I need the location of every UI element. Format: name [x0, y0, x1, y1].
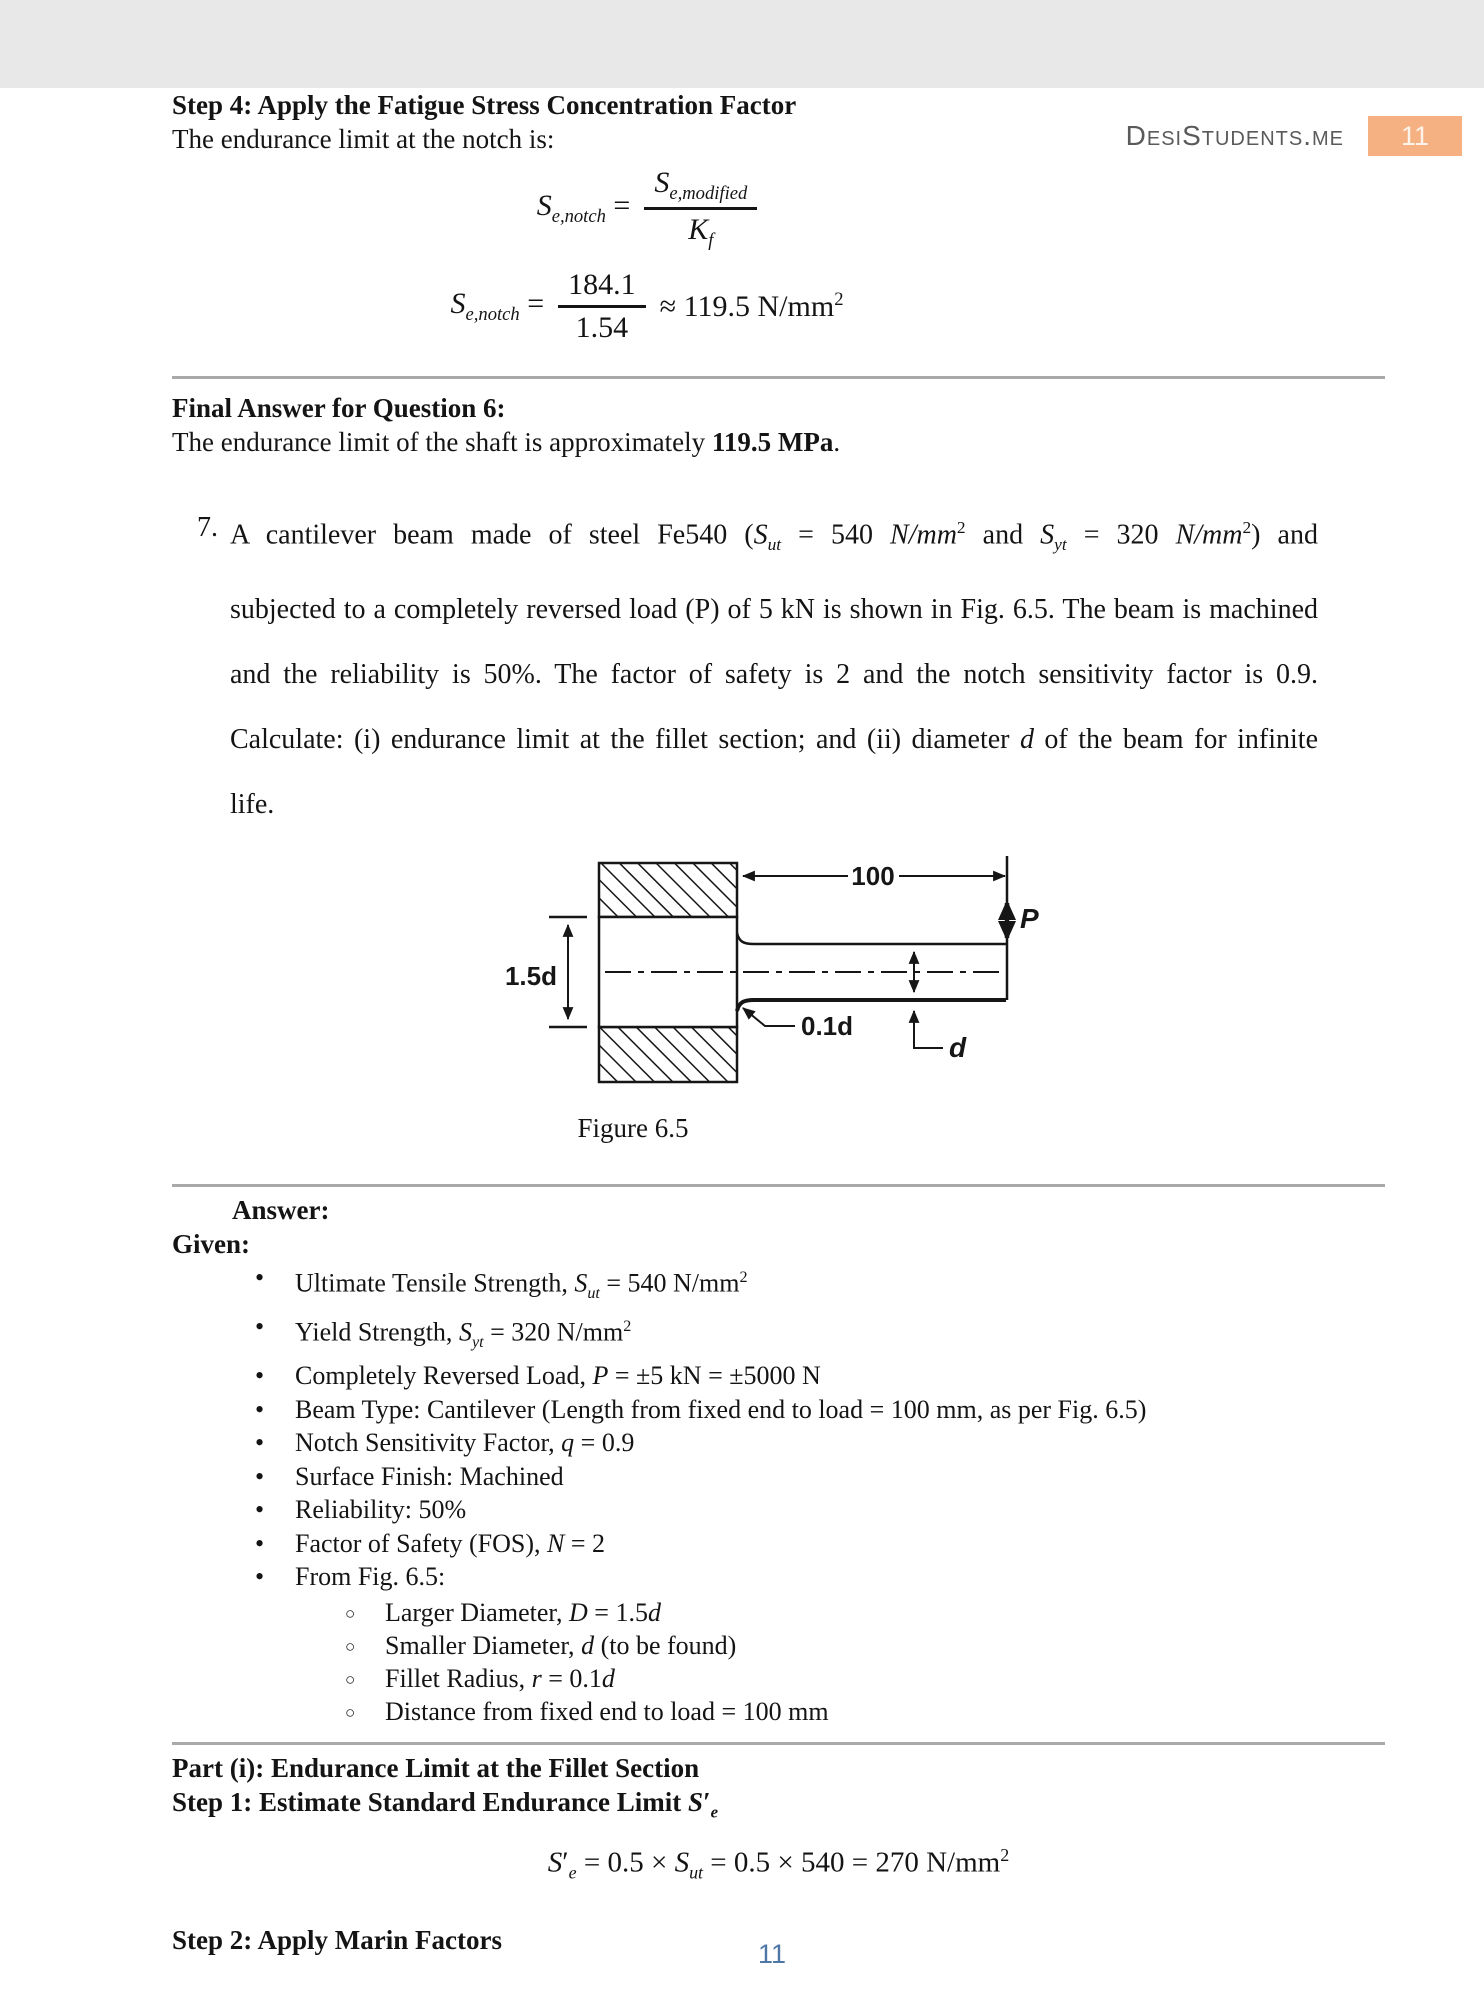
- figure-detail-list: [345, 1596, 1385, 1728]
- step4-intro: The endurance limit at the notch is:: [172, 124, 555, 154]
- label-small-diameter: d: [949, 1031, 967, 1063]
- beam-small-top-edge: [737, 933, 1006, 944]
- final-answer-text: [172, 425, 1385, 459]
- equation-notch-value: [172, 268, 1122, 346]
- question-line: and the reliability is 50%. The factor of safety is 2 and the notch sensitivity factor is 0.9.: [230, 658, 1318, 690]
- given-item: • Ultimate Tensile Strength, $S_{ut} = 540$ $N/mm^2$: [243, 1261, 1385, 1310]
- divider-2: [172, 1184, 1385, 1187]
- label-large-diameter: 1.5d: [504, 960, 557, 991]
- document-content: [0, 88, 1484, 1957]
- part-i-title: Part (i): Endurance Limit at the Fillet Section: [172, 1752, 700, 1783]
- equation-notch-value-numerator: 184.1: [558, 268, 646, 309]
- equation-notch-denominator: $K_f$: [688, 213, 714, 252]
- footer-page-number: 11: [757, 1939, 787, 1969]
- equation-notch-lhs: $S_{e,notch}$ =: [536, 189, 631, 228]
- given-item: • From Fig. 6.5:: [243, 1560, 1385, 1594]
- given-item: • Notch Sensitivity Factor, q = 0.9: [243, 1426, 1385, 1460]
- given-item: • Completely Reversed Load, P = ±5 kN = ±5000 N: [243, 1359, 1385, 1393]
- equation-notch: [172, 166, 1122, 252]
- question-line: subjected to a completely reversed load (P) of 5 kN is shown in Fig. 6.5. The beam is machined: [230, 593, 1318, 625]
- label-length-100: 100: [851, 860, 895, 891]
- equation-notch-fraction: [644, 166, 757, 252]
- wall-hatch-bottom: [599, 1027, 737, 1082]
- figure-caption: Figure 6.5: [577, 1112, 689, 1143]
- given-item: • Yield Strength, $S_{yt} = 320$ $N/mm^2$: [243, 1310, 1385, 1359]
- site-name: DesiStudents.me: [1125, 120, 1344, 151]
- step2-title: Step 2: Apply Marin Factors: [172, 1924, 502, 1955]
- given-list: [243, 1261, 1385, 1594]
- answer-label: Answer:: [232, 1194, 330, 1225]
- question-lines: [230, 495, 1318, 837]
- figure-detail-item: ○ Distance from fixed end to load = 100 mm: [345, 1695, 1385, 1728]
- figure-detail-item: ○ Larger Diameter, D = 1.5d: [345, 1596, 1385, 1629]
- equation-notch-numerator: $S_{e,modified}$: [644, 166, 757, 210]
- equation-notch-value-denominator: 1.54: [575, 311, 629, 345]
- divider-1: [172, 376, 1385, 379]
- beam-small-bottom-edge: [737, 1000, 1006, 1011]
- equation-notch-value-lhs: $S_{e,notch}$ =: [450, 287, 545, 326]
- page-header: [1126, 116, 1462, 156]
- page-number-badge: 11: [1368, 116, 1462, 156]
- final-answer-value: 119.5 MPa: [711, 426, 834, 457]
- final-answer-suffix: .: [833, 426, 841, 457]
- divider-3: [172, 1742, 1385, 1745]
- question-line: life.: [230, 788, 275, 820]
- equation-notch-value-fraction: [558, 268, 646, 346]
- question-7: [197, 495, 1318, 837]
- given-item: • Surface Finish: Machined: [243, 1460, 1385, 1494]
- question-line: A cantilever beam made of steel Fe540 ($S_{ut} = 540$ $N/mm^2$ and $S_{yt} = 320$ $N/mm^2$) and: [230, 517, 1318, 554]
- given-item: • Factor of Safety (FOS), N = 2: [243, 1527, 1385, 1561]
- question-line: Calculate: (i) endurance limit at the fillet section; and (ii) diameter d of the beam for infinite: [230, 723, 1318, 755]
- equation-notch-value-rhs: ≈ 119.5 $N/mm^2$: [659, 289, 844, 324]
- step4-title: Step 4: Apply the Fatigue Stress Concentration Factor: [172, 90, 797, 120]
- question-number: 7.: [197, 511, 218, 543]
- equation-endurance: $S'_e = 0.5 \times S_{ut} = 0.5 \times 540 = 270$ $N/mm^2$: [547, 1845, 1010, 1883]
- label-load-P: P: [1020, 902, 1039, 934]
- final-answer-prefix: The endurance limit of the shaft is approximately: [172, 426, 712, 457]
- dim-d-leader: [914, 1011, 943, 1048]
- figure-detail-item: ○ Fillet Radius, r = 0.1d: [345, 1662, 1385, 1695]
- given-label: Given:: [172, 1228, 250, 1259]
- figure-6-5: [402, 849, 1062, 1144]
- document-page: [0, 88, 1484, 2008]
- step1-title: Step 1: Estimate Standard Endurance Limit $S'_e$: [172, 1786, 719, 1822]
- final-answer-title: Final Answer for Question 6:: [172, 392, 506, 423]
- fillet-leader: [743, 1008, 795, 1026]
- cantilever-beam-drawing: [402, 849, 1062, 1094]
- given-item: • Beam Type: Cantilever (Length from fixed end to load = 100 mm, as per Fig. 6.5): [243, 1393, 1385, 1427]
- figure-detail-item: ○ Smaller Diameter, d (to be found): [345, 1629, 1385, 1662]
- wall-hatch-top: [599, 863, 737, 917]
- label-fillet-radius: 0.1d: [801, 1010, 854, 1041]
- given-item: • Reliability: 50%: [243, 1493, 1385, 1527]
